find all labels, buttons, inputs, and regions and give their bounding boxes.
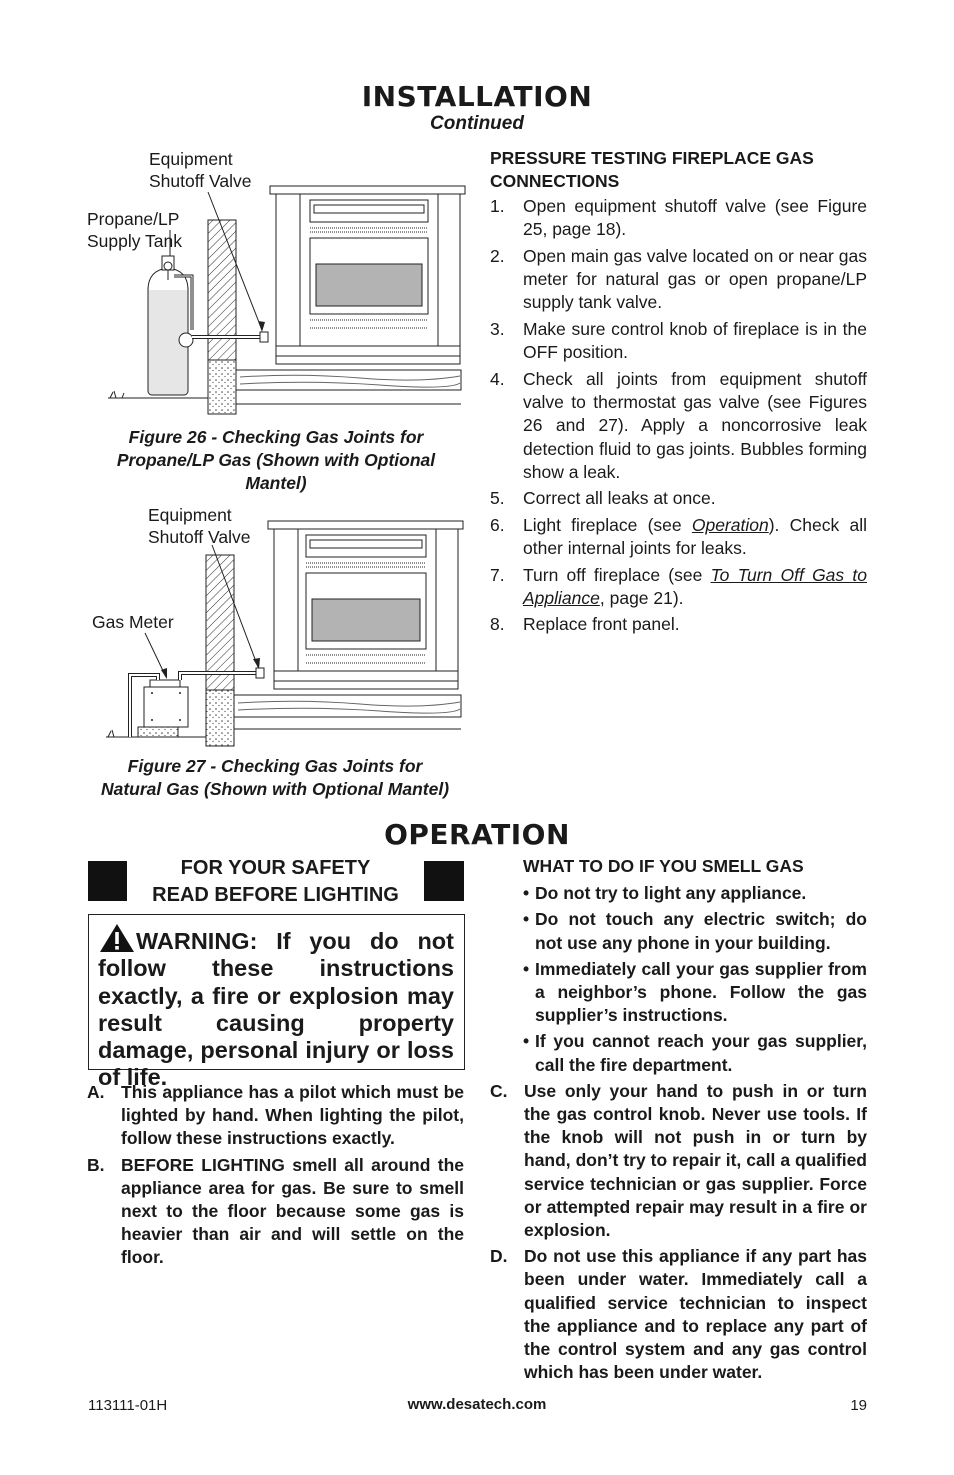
smell-bullet: • Immediately call your gas supplier from a neighbor’s phone. Follow the gas supplier’s instructions. xyxy=(523,958,867,1026)
operation-list-right xyxy=(490,855,867,1387)
step-8: 8. Replace front panel. xyxy=(490,614,680,635)
warning-triangle-icon xyxy=(99,923,135,953)
page-number: 19 xyxy=(850,1397,867,1414)
smell-heading: WHAT TO DO IF YOU SMELL GAS xyxy=(523,856,804,876)
smell-bullet: • If you cannot reach your gas supplier, call the fire department. xyxy=(523,1031,867,1075)
step-7: 7. Turn off fireplace (see To Turn Off Gas to Appliance, page 21). xyxy=(490,564,867,608)
step-5: 5. Correct all leaks at once. xyxy=(490,488,716,509)
operation-title: OPERATION xyxy=(384,818,570,851)
warning-text: WARNING: If you do not follow these instructions exactly, a fire or explosion may result causing property damage, personal injury or loss of life. xyxy=(98,928,454,1091)
page-title: INSTALLATION xyxy=(361,80,593,113)
figure26-illustration xyxy=(100,180,470,420)
smell-bullet: • Do not touch any electric switch; do not use any phone in your building. xyxy=(523,909,867,953)
figure27-illustration xyxy=(100,515,470,750)
smell-bullet: • Do not try to light any appliance. xyxy=(523,883,807,904)
pressure-heading: PRESSURE TESTING FIREPLACE GAS CONNECTIONS xyxy=(490,148,814,191)
fig26-label-valve: Equipment Shutoff Valve xyxy=(149,149,252,191)
list-item-a: A. This appliance has a pilot which must be lighted by hand. When lighting the pilot, follow these instructions exactly. xyxy=(87,1082,464,1149)
step-2: 2. Open main gas valve located on or near gas meter for natural gas or open propane/LP supply tank valve. xyxy=(490,245,867,313)
smell-bullets xyxy=(490,882,867,1077)
fig27-label-valve: Equipment Shutoff Valve xyxy=(148,505,251,547)
step-6: 6. Light fireplace (see Operation). Check all other internal joints for leaks. xyxy=(490,514,867,559)
list-item-b: B. BEFORE LIGHTING smell all around the appliance area for gas. Be sure to smell next to the floor because some gas is heavier than air and will settle on the floor. xyxy=(87,1154,464,1268)
link-turn-off-gas[interactable]: To Turn Off Gas to Appliance xyxy=(523,564,867,608)
fig27-caption: Figure 27 - Checking Gas Joints for Natural Gas (Shown with Optional Mantel) xyxy=(100,756,450,799)
page-subtitle: Continued xyxy=(430,113,524,134)
step-1: 1. Open equipment shutoff valve (see Figure 25, page 18). xyxy=(490,196,867,240)
safety-block-right xyxy=(424,861,464,901)
safety-heading: FOR YOUR SAFETY READ BEFORE LIGHTING xyxy=(152,857,399,906)
step-3: 3. Make sure control knob of fireplace is in the OFF position. xyxy=(490,318,867,363)
website-link[interactable]: www.desatech.com xyxy=(407,1396,547,1413)
step-4: 4. Check all joints from equipment shutoff valve to thermostat gas valve (see Figures 26 and 27). Apply a noncorrosive leak detection fluid to gas joints. Bubbles forming show a leak. xyxy=(490,368,867,482)
list-item-c: C. Use only your hand to push in or turn the gas control knob. Never use tools. If the knob will not push in or turn by hand, don’t try to repair it, call a qualified service technician or gas supplier. Force or attempted repair may result in a fire or explosion. xyxy=(490,1080,867,1241)
warning-box xyxy=(88,914,465,1091)
list-item-d: D. Do not use this appliance if any part has been under water. Immediately call a qualified service technician to inspect the appliance and to replace any part of the control system and any gas control which has been under water. xyxy=(490,1246,867,1383)
fig26-label-tank: Propane/LP Supply Tank xyxy=(87,209,183,251)
fig26-caption: Figure 26 - Checking Gas Joints for Propane/LP Gas (Shown with Optional Mantel) xyxy=(116,427,436,493)
link-operation[interactable]: Operation xyxy=(691,514,769,535)
doc-number: 113111-01H xyxy=(88,1397,168,1414)
pressure-steps xyxy=(490,195,867,640)
operation-list-left xyxy=(87,1081,464,1273)
safety-block-left xyxy=(88,861,127,901)
fig27-label-meter: Gas Meter xyxy=(92,612,174,632)
